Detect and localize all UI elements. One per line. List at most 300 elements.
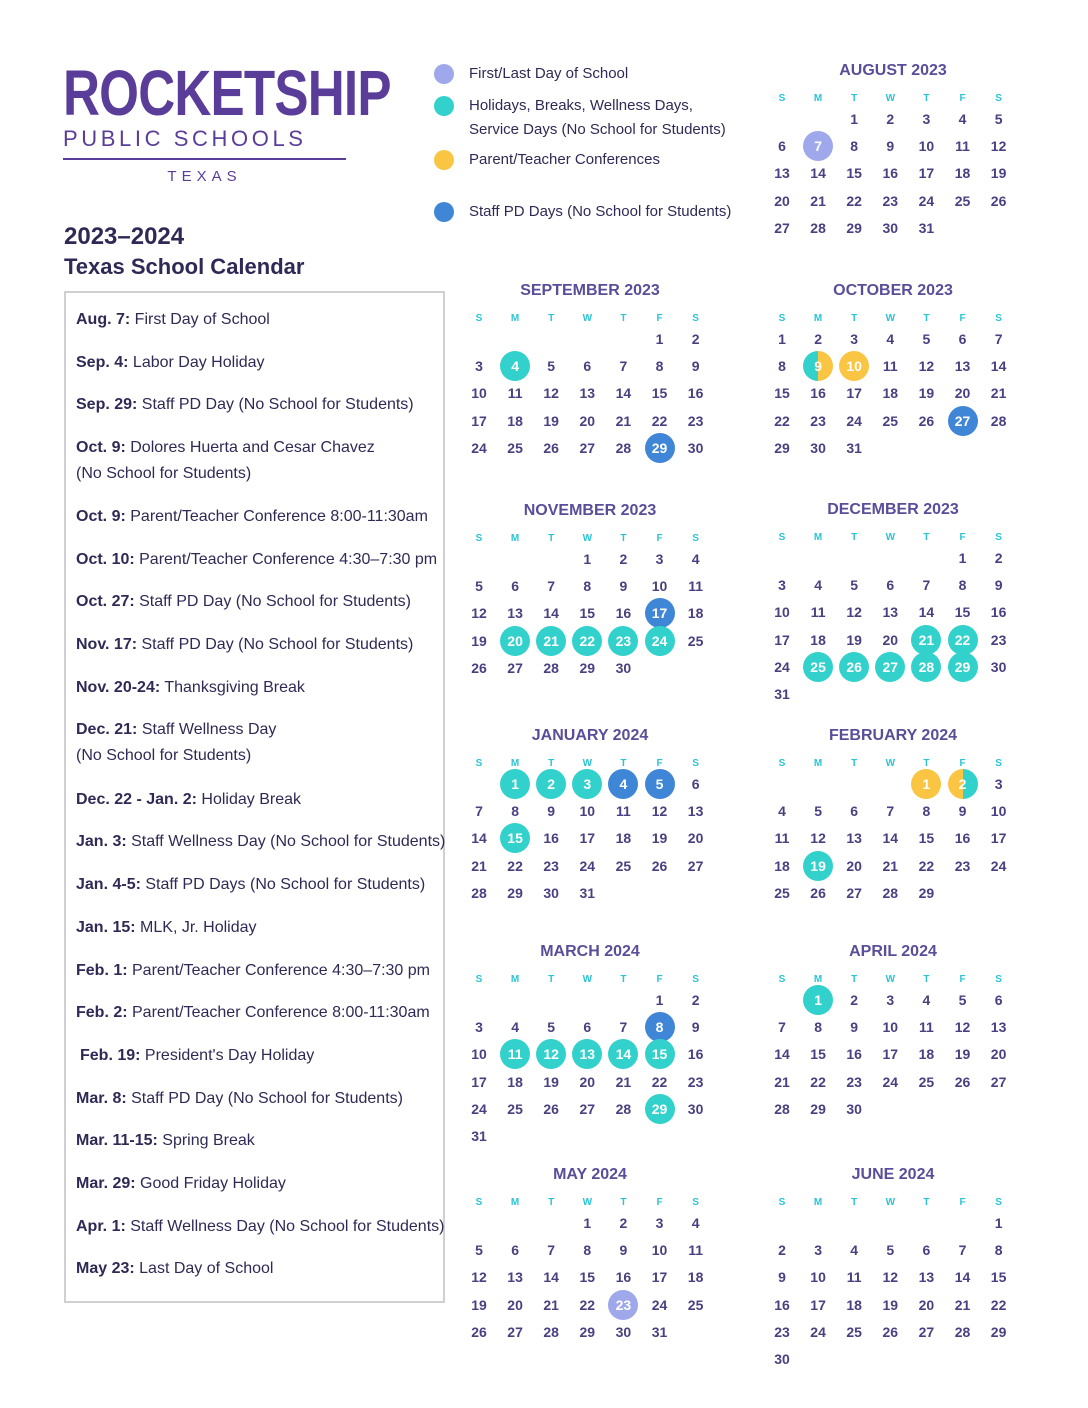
weekday-label: T	[548, 974, 555, 985]
calendar-day: 29	[579, 1323, 596, 1340]
calendar-day: 16	[615, 605, 632, 622]
weekday-label: M	[813, 758, 823, 769]
highlighted-day: 24	[645, 626, 675, 656]
calendar-day: 11	[507, 385, 523, 402]
calendar-day: 1	[778, 331, 786, 347]
weekday-label: W	[582, 533, 593, 544]
highlighted-day: 10	[839, 351, 869, 381]
calendar-day: 14	[543, 605, 559, 622]
calendar-day: 30	[882, 219, 899, 236]
event-date: Sep. 29:	[76, 396, 138, 413]
calendar-day: 10	[774, 604, 790, 621]
highlighted-day: 17	[645, 598, 675, 628]
calendar-day: 10	[579, 803, 596, 820]
month-calendar	[464, 1166, 716, 1406]
month-calendar	[464, 727, 716, 967]
calendar-day: 16	[846, 1046, 862, 1063]
weekday-label: S	[995, 532, 1002, 543]
calendar-day: 9	[778, 1269, 786, 1286]
calendar-day: 19	[543, 412, 559, 429]
calendar-day: 6	[511, 1242, 519, 1259]
calendar-day: 30	[543, 884, 559, 901]
calendar-day: 29	[990, 1323, 1007, 1340]
highlighted-day: 19	[803, 851, 833, 881]
calendar-day: 30	[687, 1100, 704, 1117]
weekday-label: S	[475, 533, 483, 544]
calendar-day: 21	[990, 385, 1007, 402]
calendar-day: 3	[886, 992, 895, 1008]
calendar-day: 17	[651, 1269, 668, 1286]
weekday-label: W	[582, 974, 593, 985]
weekday-label: F	[959, 313, 966, 324]
event-date: Oct. 10:	[76, 551, 135, 568]
highlighted-day: 11	[500, 1039, 530, 1069]
month-title: JANUARY 2024	[531, 727, 649, 744]
calendar-day: 9	[547, 803, 556, 820]
highlighted-day: 4	[500, 351, 530, 381]
calendar-day: 15	[579, 605, 596, 622]
calendar-day: 20	[882, 631, 899, 648]
weekday-label: F	[656, 758, 663, 769]
event-date: Feb. 19:	[80, 1047, 141, 1064]
calendar-day: 10	[471, 385, 487, 402]
highlighted-day: 13	[572, 1039, 602, 1069]
weekday-label: S	[995, 313, 1002, 324]
calendar-day: 14	[543, 1269, 559, 1286]
month-title: JUNE 2024	[851, 1166, 935, 1183]
calendar-day: 19	[846, 631, 862, 648]
legend-label: Staff PD Days (No School for Students)	[469, 203, 732, 220]
weekday-label: S	[692, 974, 699, 985]
weekday-label: T	[851, 313, 858, 324]
calendar-day: 22	[846, 192, 862, 209]
weekday-label: F	[656, 1197, 663, 1208]
calendar-day: 5	[814, 803, 822, 820]
event-description: Thanksgiving Break	[160, 679, 305, 696]
legend-dot-icon	[434, 202, 454, 222]
calendar-day: 19	[918, 385, 935, 402]
calendar-day: 11	[688, 1242, 703, 1259]
weekday-label: S	[692, 533, 699, 544]
event-item	[76, 1128, 255, 1154]
calendar-day: 26	[543, 439, 559, 456]
calendar-day: 2	[886, 111, 895, 127]
calendar-day: 22	[774, 412, 790, 429]
event-date: Nov. 17:	[76, 636, 138, 653]
calendar-day: 21	[774, 1073, 790, 1090]
event-item	[76, 589, 411, 615]
month-title: MARCH 2024	[540, 943, 640, 960]
weekday-label: T	[620, 1197, 627, 1208]
calendar-day: 18	[615, 830, 632, 847]
calendar-day: 26	[471, 659, 487, 676]
school-year: 2023–2024	[64, 223, 185, 250]
weekday-label: S	[475, 1197, 483, 1208]
highlighted-day: 21	[911, 625, 941, 655]
calendar-day: 4	[814, 577, 822, 594]
weekday-label: T	[548, 758, 555, 769]
event-date: Oct. 27:	[76, 593, 135, 610]
event-item	[76, 1171, 286, 1197]
calendar-day: 10	[882, 1019, 899, 1036]
calendar-day: 16	[882, 165, 899, 182]
calendar-day: 30	[774, 1351, 790, 1367]
weekday-label: S	[778, 532, 786, 543]
calendar-day: 11	[810, 604, 826, 621]
event-item	[76, 1000, 430, 1026]
event-description: (No School for Students)	[76, 465, 252, 482]
calendar-day: 14	[774, 1046, 790, 1063]
event-item	[76, 1086, 403, 1112]
calendar-day: 21	[471, 857, 487, 874]
month-calendar	[464, 943, 716, 1183]
weekday-label: T	[923, 532, 930, 543]
month-calendar	[767, 727, 1019, 967]
legend-label: First/Last Day of School	[469, 65, 629, 82]
weekday-label: W	[885, 532, 896, 543]
weekday-label: T	[620, 974, 627, 985]
calendar-day: 2	[619, 551, 628, 567]
calendar-day: 14	[882, 830, 899, 847]
calendar-day: 28	[471, 884, 487, 901]
month-calendar	[767, 282, 1019, 522]
calendar-day: 2	[994, 550, 1003, 566]
calendar-day: 18	[687, 605, 704, 622]
weekday-label: F	[656, 533, 663, 544]
calendar-day: 30	[615, 659, 632, 676]
weekday-label: W	[885, 93, 896, 104]
calendar-day: 14	[471, 830, 487, 847]
weekday-label: T	[548, 313, 555, 324]
calendar-day: 1	[655, 331, 664, 347]
weekday-label: S	[995, 758, 1002, 769]
calendar-day: 25	[918, 1073, 935, 1090]
calendar-day: 25	[687, 632, 704, 649]
calendar-day: 29	[846, 219, 862, 236]
event-item	[76, 958, 430, 984]
calendar-day: 20	[918, 1296, 935, 1313]
calendar-day: 26	[990, 192, 1007, 209]
calendar-day: 28	[810, 219, 826, 236]
calendar-day: 5	[475, 1242, 483, 1259]
calendar-day: 21	[615, 1073, 632, 1090]
calendar-day: 2	[619, 1215, 628, 1231]
calendar-day: 16	[810, 385, 826, 402]
weekday-label: S	[778, 758, 786, 769]
weekday-label: M	[813, 1197, 823, 1208]
calendar-day: 18	[507, 1073, 523, 1090]
calendar-day: 9	[619, 1242, 628, 1259]
calendar-day: 8	[850, 138, 859, 155]
calendar-day: 13	[918, 1269, 935, 1286]
event-date: Dec. 22 - Jan. 2:	[76, 791, 197, 808]
calendar-day: 1	[583, 1215, 592, 1231]
calendar-day: 14	[810, 165, 826, 182]
event-date: Oct. 9:	[76, 508, 126, 525]
calendar-day: 13	[774, 165, 790, 182]
calendar-day: 18	[774, 857, 790, 874]
legend-dot-icon	[434, 96, 454, 116]
calendar-day: 8	[922, 803, 931, 820]
weekday-label: T	[620, 533, 627, 544]
calendar-day: 6	[958, 331, 967, 347]
legend-dot-icon	[434, 150, 454, 170]
calendar-day: 17	[471, 1073, 487, 1090]
calendar-day: 6	[922, 1242, 931, 1259]
calendar-day: 24	[882, 1073, 899, 1090]
month-calendar	[767, 1166, 1019, 1406]
calendar-day: 18	[918, 1046, 935, 1063]
calendar-day: 18	[507, 412, 523, 429]
calendar-day: 17	[471, 412, 487, 429]
calendar-day: 20	[846, 857, 862, 874]
calendar-day: 19	[543, 1073, 559, 1090]
event-description: Good Friday Holiday	[135, 1175, 286, 1192]
calendar-day: 23	[774, 1323, 790, 1340]
event-item	[76, 350, 265, 376]
calendar-day: 7	[958, 1242, 967, 1259]
highlighted-day: 1	[911, 769, 941, 799]
calendar-day: 29	[810, 1100, 826, 1117]
highlighted-day: 5	[645, 769, 675, 799]
event-date: Apr. 1:	[76, 1218, 126, 1235]
calendar-day: 24	[918, 192, 935, 209]
event-description: Staff PD Day (No School for Students)	[137, 396, 414, 413]
calendar-day: 20	[579, 412, 596, 429]
weekday-label: S	[475, 974, 483, 985]
calendar-day: 12	[810, 830, 826, 847]
calendar-day: 24	[846, 412, 862, 429]
calendar-day: 23	[882, 192, 899, 209]
event-date: Oct. 9:	[76, 439, 126, 456]
event-description: Staff PD Day (No School for Students)	[137, 636, 414, 653]
calendar-day: 3	[655, 551, 664, 567]
legend-label: Holidays, Breaks, Wellness Days, Service Days (No School for Students)	[469, 97, 726, 138]
calendar-day: 30	[615, 1323, 632, 1340]
event-date: Mar. 11-15:	[76, 1132, 158, 1149]
calendar-day: 3	[994, 776, 1003, 792]
event-description: Parent/Teacher Conference 4:30–7:30 pm	[127, 962, 430, 979]
calendar-day: 13	[954, 358, 971, 375]
calendar-day: 23	[846, 1073, 862, 1090]
calendar-day: 24	[651, 1296, 668, 1313]
event-item	[76, 872, 425, 898]
calendar-day: 8	[778, 358, 786, 375]
calendar-day: 21	[615, 412, 632, 429]
calendar-day: 27	[507, 659, 523, 676]
event-item	[76, 547, 437, 573]
calendar-day: 12	[990, 138, 1007, 155]
weekday-label: S	[778, 93, 786, 104]
highlighted-day: 23	[608, 1290, 638, 1320]
event-description: President's Day Holiday	[140, 1047, 315, 1064]
weekday-label: T	[923, 313, 930, 324]
calendar-day: 7	[547, 578, 556, 595]
highlighted-day: 2	[948, 769, 978, 799]
calendar-day: 2	[691, 992, 700, 1008]
calendar-day: 27	[687, 857, 704, 874]
calendar-day: 28	[990, 412, 1007, 429]
weekday-label: S	[995, 974, 1002, 985]
highlighted-day: 1	[803, 985, 833, 1015]
event-description: Staff Wellness Day	[137, 721, 277, 738]
calendar-day: 8	[511, 803, 519, 820]
calendar-day: 15	[810, 1046, 826, 1063]
calendar-day: 5	[547, 358, 556, 375]
calendar-day: 27	[846, 884, 862, 901]
page-title: Texas School Calendar	[64, 254, 305, 279]
calendar-day: 9	[994, 577, 1003, 594]
calendar-day: 25	[882, 412, 899, 429]
event-description: (No School for Students)	[76, 747, 252, 764]
weekday-label: S	[778, 974, 786, 985]
weekday-label: M	[813, 93, 823, 104]
calendar-day: 26	[543, 1100, 559, 1117]
event-date: May 23:	[76, 1260, 135, 1277]
weekday-label: S	[692, 758, 699, 769]
event-date: Jan. 3:	[76, 833, 127, 850]
calendar-day: 6	[583, 358, 592, 375]
month-calendar	[464, 282, 716, 522]
calendar-day: 13	[507, 605, 523, 622]
weekday-label: M	[510, 1197, 520, 1208]
calendar-day: 28	[615, 439, 632, 456]
highlighted-day: 15	[500, 823, 530, 853]
calendar-day: 17	[579, 830, 596, 847]
event-description: Staff PD Days (No School for Students)	[140, 876, 426, 893]
highlighted-day: 25	[803, 652, 833, 682]
calendar-day: 26	[810, 884, 826, 901]
calendar-day: 17	[774, 631, 790, 648]
calendar-day: 31	[471, 1128, 487, 1144]
highlighted-day: 8	[645, 1012, 675, 1042]
calendar-day: 12	[471, 605, 487, 622]
calendar-day: 20	[990, 1046, 1007, 1063]
weekday-label: T	[923, 758, 930, 769]
calendar-day: 8	[814, 1019, 822, 1036]
calendar-day: 20	[507, 1296, 523, 1313]
calendar-day: 17	[990, 830, 1007, 847]
event-item	[76, 915, 257, 941]
calendar-day: 5	[850, 577, 859, 594]
weekday-label: W	[582, 313, 593, 324]
calendar-day: 16	[543, 830, 559, 847]
weekday-label: T	[620, 758, 627, 769]
event-description: Staff Wellness Day (No School for Students)	[125, 1218, 445, 1235]
weekday-label: T	[923, 1197, 930, 1208]
calendar-day: 29	[918, 884, 935, 901]
calendar-day: 5	[958, 992, 967, 1008]
weekday-label: W	[582, 1197, 593, 1208]
weekday-label: M	[510, 313, 520, 324]
calendar-day: 6	[778, 138, 786, 155]
weekday-label: T	[851, 974, 858, 985]
event-item	[76, 829, 445, 855]
highlighted-day: 26	[839, 652, 869, 682]
calendar-day: 13	[507, 1269, 523, 1286]
event-date: Jan. 15:	[76, 919, 136, 936]
event-date: Sep. 4:	[76, 354, 129, 371]
weekday-label: F	[959, 532, 966, 543]
calendar-day: 9	[691, 358, 700, 375]
calendar-day: 22	[579, 1296, 596, 1313]
calendar-day: 23	[810, 412, 826, 429]
calendar-day: 16	[687, 1046, 704, 1063]
calendar-day: 11	[688, 578, 703, 595]
calendar-day: 5	[547, 1019, 556, 1036]
weekday-label: M	[510, 974, 520, 985]
weekday-label: T	[851, 532, 858, 543]
calendar-day: 26	[954, 1073, 971, 1090]
calendar-day: 3	[922, 111, 931, 127]
event-description: Labor Day Holiday	[128, 354, 265, 371]
calendar-day: 25	[507, 439, 523, 456]
calendar-day: 5	[886, 1242, 895, 1259]
calendar-day: 9	[619, 578, 628, 595]
calendar-day: 12	[471, 1269, 487, 1286]
calendar-day: 25	[846, 1323, 862, 1340]
highlighted-day: 9	[803, 351, 833, 381]
highlighted-day: 29	[948, 652, 978, 682]
event-description: Dolores Huerta and Cesar Chavez	[125, 439, 375, 456]
calendar-day: 23	[687, 412, 704, 429]
calendar-heading	[64, 222, 304, 282]
highlighted-day: 22	[948, 625, 978, 655]
event-item	[76, 717, 276, 769]
calendar-day: 11	[615, 803, 631, 820]
calendar-day: 10	[918, 138, 935, 155]
weekday-label: S	[778, 313, 786, 324]
calendar-day: 15	[774, 385, 790, 402]
calendar-day: 29	[507, 884, 523, 901]
event-description: Staff PD Day (No School for Students)	[126, 1090, 403, 1107]
calendar-day: 28	[543, 659, 559, 676]
event-description: First Day of School	[130, 311, 270, 328]
calendar-day: 10	[810, 1269, 826, 1286]
calendar-day: 7	[475, 803, 483, 820]
month-title: OCTOBER 2023	[833, 282, 953, 299]
calendar-day: 15	[918, 830, 935, 847]
calendar-day: 15	[954, 604, 971, 621]
weekday-label: F	[959, 974, 966, 985]
month-title: FEBRUARY 2024	[828, 727, 958, 744]
event-item	[80, 1043, 314, 1069]
calendar-day: 24	[471, 1100, 487, 1117]
calendar-day: 5	[994, 111, 1003, 127]
calendar-day: 27	[579, 439, 596, 456]
highlighted-day: 15	[645, 1039, 675, 1069]
calendar-day: 12	[846, 604, 862, 621]
month-calendar	[767, 501, 1019, 741]
calendar-day: 7	[619, 1019, 628, 1036]
calendar-day: 21	[882, 857, 899, 874]
weekday-label: F	[656, 974, 663, 985]
event-item	[76, 504, 428, 530]
calendar-day: 8	[994, 1242, 1003, 1259]
month-title: DECEMBER 2023	[827, 501, 959, 518]
event-item	[76, 435, 375, 487]
weekday-label: M	[813, 313, 823, 324]
calendar-day: 7	[922, 577, 931, 594]
calendar-day: 24	[579, 857, 596, 874]
calendar-day: 9	[958, 803, 967, 820]
calendar-day: 1	[655, 992, 664, 1008]
calendar-day: 3	[655, 1215, 664, 1231]
events-list	[64, 291, 445, 1303]
highlighted-day: 20	[500, 626, 530, 656]
calendar-day: 3	[475, 1019, 483, 1036]
calendar-day: 21	[810, 192, 826, 209]
